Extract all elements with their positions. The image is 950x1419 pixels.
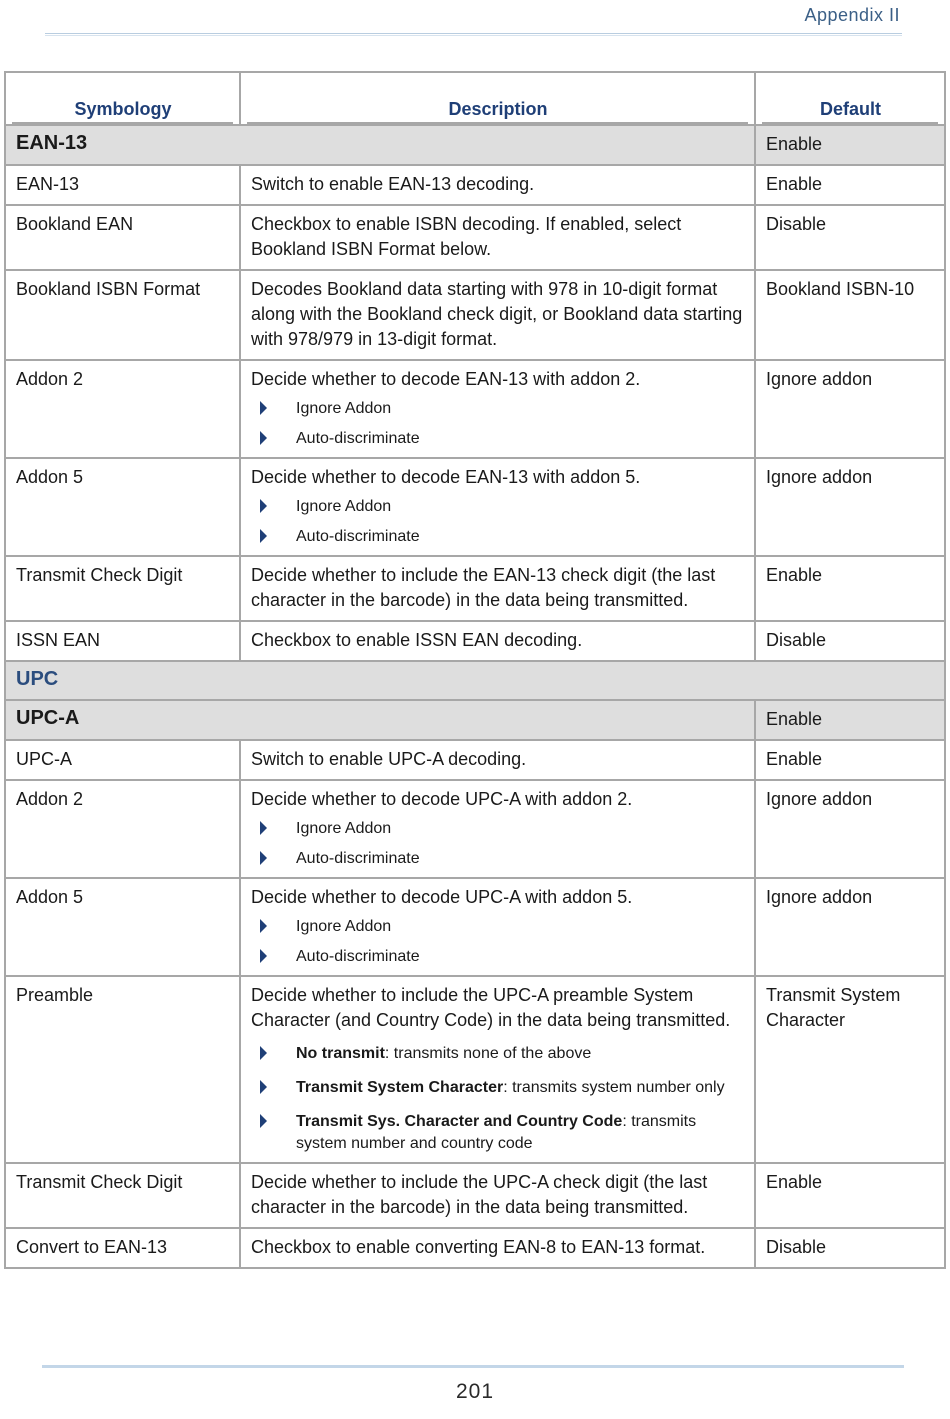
- option-list: [251, 818, 745, 870]
- symbology-cell: Addon 2: [5, 780, 240, 878]
- triangle-bullet-icon: [260, 431, 267, 445]
- symbology-cell: Addon 5: [5, 878, 240, 976]
- triangle-bullet-icon: [260, 1114, 267, 1128]
- triangle-bullet-icon: [260, 919, 267, 933]
- section-row-upc: [5, 661, 945, 700]
- option-item: [251, 398, 745, 420]
- symbology-cell: Bookland ISBN Format: [5, 270, 240, 360]
- group-row-upca: [5, 700, 945, 740]
- option-label: Ignore Addon: [296, 918, 392, 935]
- description-cell: [240, 976, 755, 1163]
- page-number: 201: [455, 1380, 495, 1403]
- option-text: : transmits system number and country code: [296, 1113, 697, 1152]
- description-cell: Decodes Bookland data starting with 978 in 10-digit format along with the Bookland check digit, or Bookland data starting with 978/979 in 13-digit format.: [240, 270, 755, 360]
- triangle-bullet-icon: [260, 529, 267, 543]
- description-cell: [240, 878, 755, 976]
- option-item: [251, 1043, 745, 1065]
- group-default: Enable: [755, 125, 945, 165]
- option-label: Auto-discriminate: [296, 430, 420, 447]
- group-default: Enable: [755, 700, 945, 740]
- option-item: [251, 946, 745, 968]
- option-label: Ignore Addon: [296, 400, 392, 417]
- symbology-cell: Preamble: [5, 976, 240, 1163]
- description-cell: [240, 360, 755, 458]
- page-header-title: Appendix II: [804, 5, 900, 25]
- option-text: : transmits none of the above: [384, 1045, 592, 1062]
- triangle-bullet-icon: [260, 1080, 267, 1094]
- symbology-cell: EAN-13: [5, 165, 240, 205]
- triangle-bullet-icon: [260, 499, 267, 513]
- table-row: [5, 165, 945, 205]
- group-row-ean13: [5, 125, 945, 165]
- table-row: [5, 780, 945, 878]
- option-term: Transmit Sys. Character and Country Code: [296, 1113, 623, 1130]
- option-label: Ignore Addon: [296, 820, 392, 837]
- option-term: Transmit System Character: [296, 1079, 504, 1096]
- option-item: [251, 1077, 745, 1099]
- table-row: [5, 1163, 945, 1228]
- default-cell: Transmit System Character: [755, 976, 945, 1163]
- header-divider: [45, 33, 902, 36]
- symbology-cell: Transmit Check Digit: [5, 556, 240, 621]
- symbology-cell: Bookland EAN: [5, 205, 240, 270]
- default-cell: Bookland ISBN-10: [755, 270, 945, 360]
- option-item: [251, 1111, 745, 1155]
- table-row: [5, 976, 945, 1163]
- triangle-bullet-icon: [260, 949, 267, 963]
- symbology-cell: UPC-A: [5, 740, 240, 780]
- default-cell: Enable: [755, 165, 945, 205]
- table-row: [5, 621, 945, 661]
- description-cell: [240, 458, 755, 556]
- description-text: Decide whether to decode UPC-A with addon 5.: [251, 887, 633, 907]
- triangle-bullet-icon: [260, 1046, 267, 1060]
- symbology-cell: Addon 2: [5, 360, 240, 458]
- table-row: [5, 458, 945, 556]
- option-term: No transmit: [296, 1045, 385, 1062]
- symbology-cell: Transmit Check Digit: [5, 1163, 240, 1228]
- option-item: [251, 428, 745, 450]
- default-cell: Ignore addon: [755, 780, 945, 878]
- column-header-default: Default: [755, 72, 945, 125]
- table-row: [5, 740, 945, 780]
- symbology-cell: Convert to EAN-13: [5, 1228, 240, 1268]
- section-title: UPC: [5, 661, 945, 700]
- table-row: [5, 878, 945, 976]
- description-text: Decide whether to decode EAN-13 with addon 2.: [251, 369, 641, 389]
- default-cell: Ignore addon: [755, 458, 945, 556]
- footer-divider: [42, 1365, 904, 1368]
- description-cell: Checkbox to enable ISBN decoding. If enabled, select Bookland ISBN Format below.: [240, 205, 755, 270]
- table-header-row: [5, 72, 945, 125]
- symbology-cell: ISSN EAN: [5, 621, 240, 661]
- option-item: [251, 526, 745, 548]
- default-cell: Disable: [755, 205, 945, 270]
- table-row: [5, 1228, 945, 1268]
- triangle-bullet-icon: [260, 821, 267, 835]
- table-row: [5, 556, 945, 621]
- option-item: [251, 818, 745, 840]
- description-cell: [240, 780, 755, 878]
- default-cell: Enable: [755, 1163, 945, 1228]
- description-cell: Switch to enable EAN-13 decoding.: [240, 165, 755, 205]
- triangle-bullet-icon: [260, 851, 267, 865]
- option-label: Auto-discriminate: [296, 528, 420, 545]
- option-item: [251, 496, 745, 518]
- default-cell: Ignore addon: [755, 360, 945, 458]
- option-list: [251, 398, 745, 450]
- option-list: [251, 1043, 745, 1155]
- option-label: Auto-discriminate: [296, 948, 420, 965]
- option-list: [251, 916, 745, 968]
- option-item: [251, 916, 745, 938]
- default-cell: Disable: [755, 1228, 945, 1268]
- triangle-bullet-icon: [260, 401, 267, 415]
- description-text: Decide whether to include the UPC-A preamble System Character (and Country Code) in the data being transmitted.: [251, 985, 731, 1030]
- symbology-cell: Addon 5: [5, 458, 240, 556]
- description-cell: Switch to enable UPC-A decoding.: [240, 740, 755, 780]
- option-label: Auto-discriminate: [296, 850, 420, 867]
- symbology-table: [4, 71, 946, 1269]
- table-row: [5, 360, 945, 458]
- description-cell: Decide whether to include the UPC-A check digit (the last character in the barcode) in the data being transmitted.: [240, 1163, 755, 1228]
- default-cell: Enable: [755, 740, 945, 780]
- description-text: Decide whether to decode EAN-13 with addon 5.: [251, 467, 641, 487]
- description-cell: Checkbox to enable ISSN EAN decoding.: [240, 621, 755, 661]
- default-cell: Enable: [755, 556, 945, 621]
- option-list: [251, 496, 745, 548]
- table-row: [5, 270, 945, 360]
- table-row: [5, 205, 945, 270]
- option-text: : transmits system number only: [503, 1079, 725, 1096]
- group-title: UPC-A: [5, 700, 755, 740]
- default-cell: Ignore addon: [755, 878, 945, 976]
- description-text: Decide whether to decode UPC-A with addon 2.: [251, 789, 633, 809]
- group-title: EAN-13: [5, 125, 755, 165]
- column-header-symbology: Symbology: [5, 72, 240, 125]
- description-cell: Checkbox to enable converting EAN-8 to EAN-13 format.: [240, 1228, 755, 1268]
- default-cell: Disable: [755, 621, 945, 661]
- column-header-description: Description: [240, 72, 755, 125]
- option-label: Ignore Addon: [296, 498, 392, 515]
- option-item: [251, 848, 745, 870]
- description-cell: Decide whether to include the EAN-13 check digit (the last character in the barcode) in the data being transmitted.: [240, 556, 755, 621]
